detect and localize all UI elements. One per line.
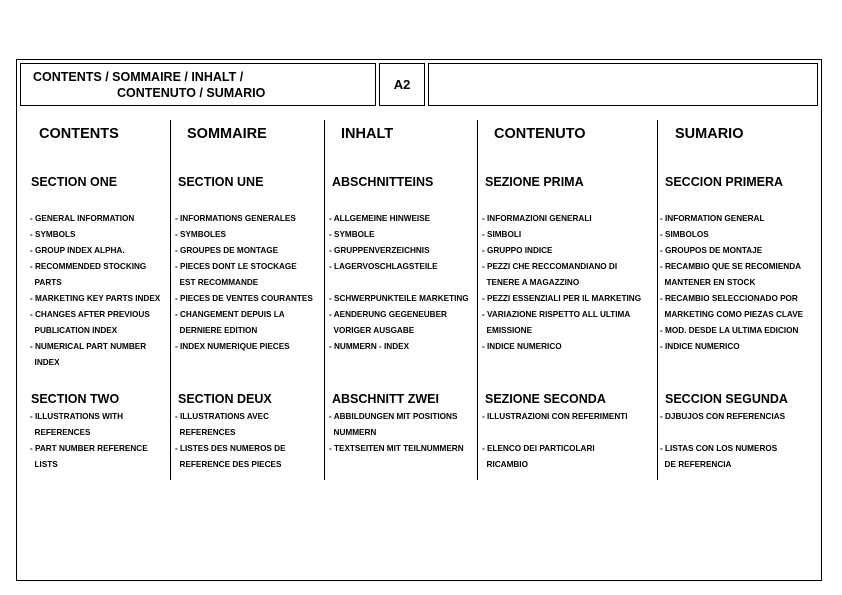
list-item: - INFORMATION GENERAL [660,214,765,223]
column-inhalt [324,120,477,480]
list-item: - GENERAL INFORMATION [30,214,135,223]
section-two-list [660,409,785,473]
column-heading: CONTENTS [39,126,119,142]
section-one-list [329,211,469,355]
list-item: - TEXTSEITEN MIT TEILNUMMERN [329,444,464,453]
section-two-title: SECCION SEGUNDA [665,392,788,406]
list-item: - SIMBOLOS [660,230,709,239]
list-item: PARTS [30,278,62,287]
list-item: NUMMERN [329,428,377,437]
list-item: - RECOMMENDED STOCKING [30,262,147,271]
section-two-list [175,409,286,473]
column-contents [26,120,170,480]
section-two-list [329,409,464,457]
section-one-title: SECCION PRIMERA [665,175,784,189]
list-item: - ELENCO DEI PARTICOLARI [482,444,595,453]
header-title-line-1: CONTENTS / SOMMAIRE / INHALT / [33,70,244,84]
list-item: - INFORMATIONS GENERALES [175,214,296,223]
list-item: - RECAMBIO SELECCIONADO POR [660,294,798,303]
section-one-title: SECTION ONE [31,175,118,189]
list-item: EMISSIONE [482,326,533,335]
list-item: REFERENCES [175,428,236,437]
list-item: - INDICE NUMERICO [482,342,562,351]
column-heading: SOMMAIRE [187,126,267,142]
list-item: - ILLUSTRATIONS AVEC [175,412,269,421]
list-item: INDEX [30,358,60,367]
section-two-title: ABSCHNITT ZWEI [332,392,439,406]
header-title-box [20,63,376,106]
list-item: - NUMMERN - INDEX [329,342,410,351]
list-item: - SCHWERPUNKTEILE MARKETING [329,294,469,303]
list-item: - SYMBOLS [30,230,76,239]
list-item [482,425,628,441]
section-two-list [482,409,628,473]
section-two-title: SECTION DEUX [178,392,272,406]
list-item: - GROUP INDEX ALPHA. [30,246,125,255]
list-item: - SIMBOLI [482,230,522,239]
list-item: - SYMBOLE [329,230,375,239]
list-item: - DJBUJOS CON REFERENCIAS [660,412,786,421]
list-item: - LISTES DES NUMEROS DE [175,444,286,453]
list-item: - PIECES DE VENTES COURANTES [175,294,313,303]
section-two-list [30,409,148,473]
list-item: DE REFERENCIA [660,460,732,469]
list-item: - GRUPPO INDICE [482,246,553,255]
section-one-list [660,211,803,355]
column-contenuto [477,120,658,480]
list-item: REFERENCE DES PIECES [175,460,282,469]
list-item: - ILLUSTRAZIONI CON REFERIMENTI [482,412,628,421]
list-item: - LISTAS CON LOS NUMEROS [660,444,778,453]
section-one-title: SECTION UNE [178,175,264,189]
list-item: - PIECES DONT LE STOCKAGE [175,262,297,271]
column-heading: SUMARIO [675,126,744,142]
list-item: EST RECOMMANDE [175,278,259,287]
list-item: - RECAMBIO QUE SE RECOMIENDA [660,262,802,271]
list-item: - AENDERUNG GEGENEUBER [329,310,447,319]
column-sommaire [170,120,323,480]
list-item: DERNIERE EDITION [175,326,258,335]
header-blank-box [428,63,818,106]
header-title-line-2: CONTENUTO / SUMARIO [117,86,266,100]
list-item: - MOD. DESDE LA ULTIMA EDICION [660,326,799,335]
list-item: LISTS [30,460,58,469]
section-one-title: ABSCHNITTEINS [332,175,434,189]
section-one-list [30,211,160,371]
list-item: - ABBILDUNGEN MIT POSITIONS [329,412,458,421]
section-two-title: SEZIONE SECONDA [485,392,606,406]
list-item [660,425,785,441]
list-item: TENERE A MAGAZZINO [482,278,580,287]
list-item: - ILLUSTRATIONS WITH [30,412,124,421]
list-item: - ALLGEMEINE HINWEISE [329,214,431,223]
list-item: PUBLICATION INDEX [30,326,118,335]
list-item: - PART NUMBER REFERENCE [30,444,148,453]
header-code-box [379,63,425,106]
list-item: - INFORMAZIONI GENERALI [482,214,592,223]
list-item: - VARIAZIONE RISPETTO ALL ULTIMA [482,310,631,319]
list-item: REFERENCES [30,428,91,437]
column-sumario [657,120,820,480]
list-item: - INDICE NUMERICO [660,342,740,351]
section-one-list [175,211,313,355]
section-one-list [482,211,641,355]
list-item: MANTENER EN STOCK [660,278,756,287]
column-heading: CONTENUTO [494,126,586,142]
list-item: - LAGERVOSCHLAGSTEILE [329,262,438,271]
list-item: - GROUPES DE MONTAGE [175,246,279,255]
page-code: A2 [393,77,411,92]
list-item: - INDEX NUMERIQUE PIECES [175,342,290,351]
column-heading: INHALT [341,126,394,142]
list-item [329,275,469,291]
section-one-title: SEZIONE PRIMA [485,175,584,189]
list-item: RICAMBIO [482,460,528,469]
list-item: - GROUPOS DE MONTAJE [660,246,763,255]
list-item: - PEZZI CHE RECCOMANDIANO DI [482,262,618,271]
list-item: - CHANGEMENT DEPUIS LA [175,310,285,319]
list-item: VORIGER AUSGABE [329,326,415,335]
list-item: MARKETING COMO PIEZAS CLAVE [660,310,804,319]
list-item: - PEZZI ESSENZIALI PER IL MARKETING [482,294,642,303]
list-item: - SYMBOLES [175,230,226,239]
list-item: - NUMERICAL PART NUMBER [30,342,147,351]
list-item: - GRUPPENVERZEICHNIS [329,246,430,255]
list-item: - CHANGES AFTER PREVIOUS [30,310,150,319]
section-two-title: SECTION TWO [31,392,120,406]
list-item: - MARKETING KEY PARTS INDEX [30,294,161,303]
